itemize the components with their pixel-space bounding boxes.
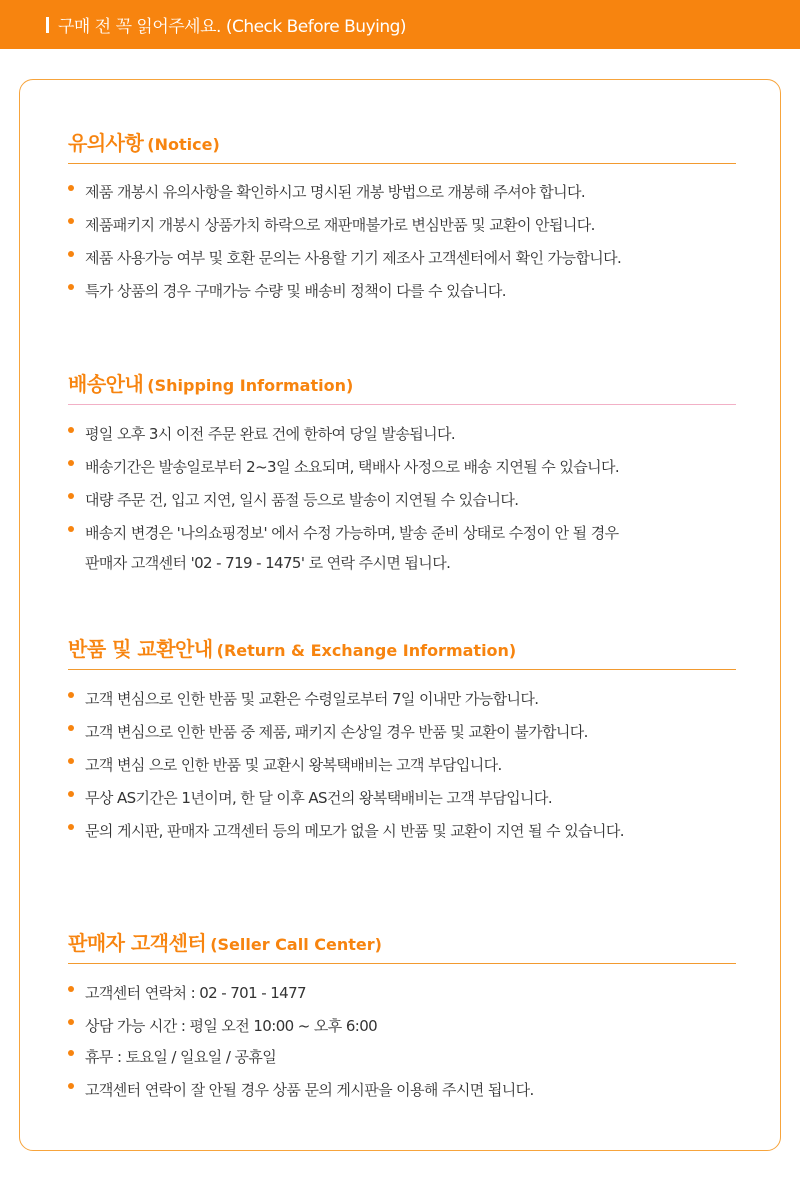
- shipping-list: [68, 419, 736, 578]
- section-title-en: (Return & Exchange Information): [216, 641, 517, 660]
- bullet-icon: [68, 427, 74, 433]
- section-title-en: (Seller Call Center): [210, 935, 382, 954]
- section-title-ko: 판매자 고객센터: [68, 931, 207, 955]
- list-item: 고객센터 연락이 잘 안될 경우 상품 문의 게시판을 이용해 주시면 됩니다.: [68, 1075, 736, 1105]
- section-title-ko: 반품 및 교환안내: [68, 637, 213, 661]
- call-center-section: [68, 931, 736, 1105]
- list-item: 특가 상품의 경우 구매가능 수량 및 배송비 정책이 다를 수 있습니다.: [68, 276, 736, 306]
- bullet-icon: [68, 460, 74, 466]
- bullet-icon: [68, 251, 74, 257]
- list-item: 문의 게시판, 판매자 고객센터 등의 메모가 없을 시 반품 및 교환이 지연 될 수 있습니다.: [68, 816, 736, 846]
- bullet-icon: [68, 1083, 74, 1089]
- list-item: 제품 개봉시 유의사항을 확인하시고 명시된 개봉 방법으로 개봉해 주셔야 합니다.: [68, 177, 736, 207]
- section-title: [68, 131, 736, 164]
- return-list: [68, 684, 736, 846]
- shipping-section: [68, 372, 736, 578]
- bullet-icon: [68, 218, 74, 224]
- bullet-icon: [68, 1019, 74, 1025]
- bullet-icon: [68, 758, 74, 764]
- list-item: 고객 변심으로 인한 반품 및 교환은 수령일로부터 7일 이내만 가능합니다.: [68, 684, 736, 714]
- list-item: 무상 AS기간은 1년이며, 한 달 이후 AS건의 왕복택배비는 고객 부담입니다.: [68, 783, 736, 813]
- list-item: 고객센터 연락처 : 02 - 701 - 1477: [68, 978, 736, 1008]
- section-title: [68, 931, 736, 964]
- notice-section: [68, 131, 736, 306]
- bullet-icon: [68, 986, 74, 992]
- list-item: 배송기간은 발송일로부터 2~3일 소요되며, 택배사 사정으로 배송 지연될 수 있습니다.: [68, 452, 736, 482]
- bullet-icon: [68, 493, 74, 499]
- list-item: 제품패키지 개봉시 상품가치 하락으로 재판매불가로 변심반품 및 교환이 안됩니다.: [68, 210, 736, 240]
- bullet-icon: [68, 725, 74, 731]
- list-item: 휴무 : 토요일 / 일요일 / 공휴일: [68, 1042, 736, 1072]
- list-item: 제품 사용가능 여부 및 호환 문의는 사용할 기기 제조사 고객센터에서 확인 가능합니다.: [68, 243, 736, 273]
- section-title-en: (Notice): [147, 135, 220, 154]
- section-title-ko: 유의사항: [68, 131, 144, 155]
- section-title: [68, 372, 736, 405]
- call-center-list: [68, 978, 736, 1105]
- bullet-icon: [68, 824, 74, 830]
- list-item: 고객 변심으로 인한 반품 중 제품, 패키지 손상일 경우 반품 및 교환이 불가합니다.: [68, 717, 736, 747]
- header-bar: [0, 0, 800, 49]
- list-item: 고객 변심 으로 인한 반품 및 교환시 왕복택배비는 고객 부담입니다.: [68, 750, 736, 780]
- list-item: 대량 주문 건, 입고 지연, 일시 품절 등으로 발송이 지연될 수 있습니다.: [68, 485, 736, 515]
- list-item: 상담 가능 시간 : 평일 오전 10:00 ~ 오후 6:00: [68, 1011, 736, 1041]
- section-title: [68, 637, 736, 670]
- bullet-icon: [68, 185, 74, 191]
- bullet-icon: [68, 1050, 74, 1056]
- list-item: 배송지 변경은 '나의쇼핑정보' 에서 수정 가능하며, 발송 준비 상태로 수정이 안 될 경우 판매자 고객센터 '02 - 719 - 1475' 로 연락 주시면 됩니다.: [68, 518, 736, 578]
- notice-list: [68, 177, 736, 306]
- bullet-icon: [68, 692, 74, 698]
- section-title-ko: 배송안내: [68, 372, 144, 396]
- list-item: 평일 오후 3시 이전 주문 완료 건에 한하여 당일 발송됩니다.: [68, 419, 736, 449]
- return-section: [68, 637, 736, 846]
- bullet-icon: [68, 526, 74, 532]
- bullet-icon: [68, 791, 74, 797]
- header-marker: [46, 17, 49, 33]
- header-title: 구매 전 꼭 읽어주세요. (Check Before Buying): [58, 17, 407, 37]
- bullet-icon: [68, 284, 74, 290]
- section-title-en: (Shipping Information): [147, 376, 354, 395]
